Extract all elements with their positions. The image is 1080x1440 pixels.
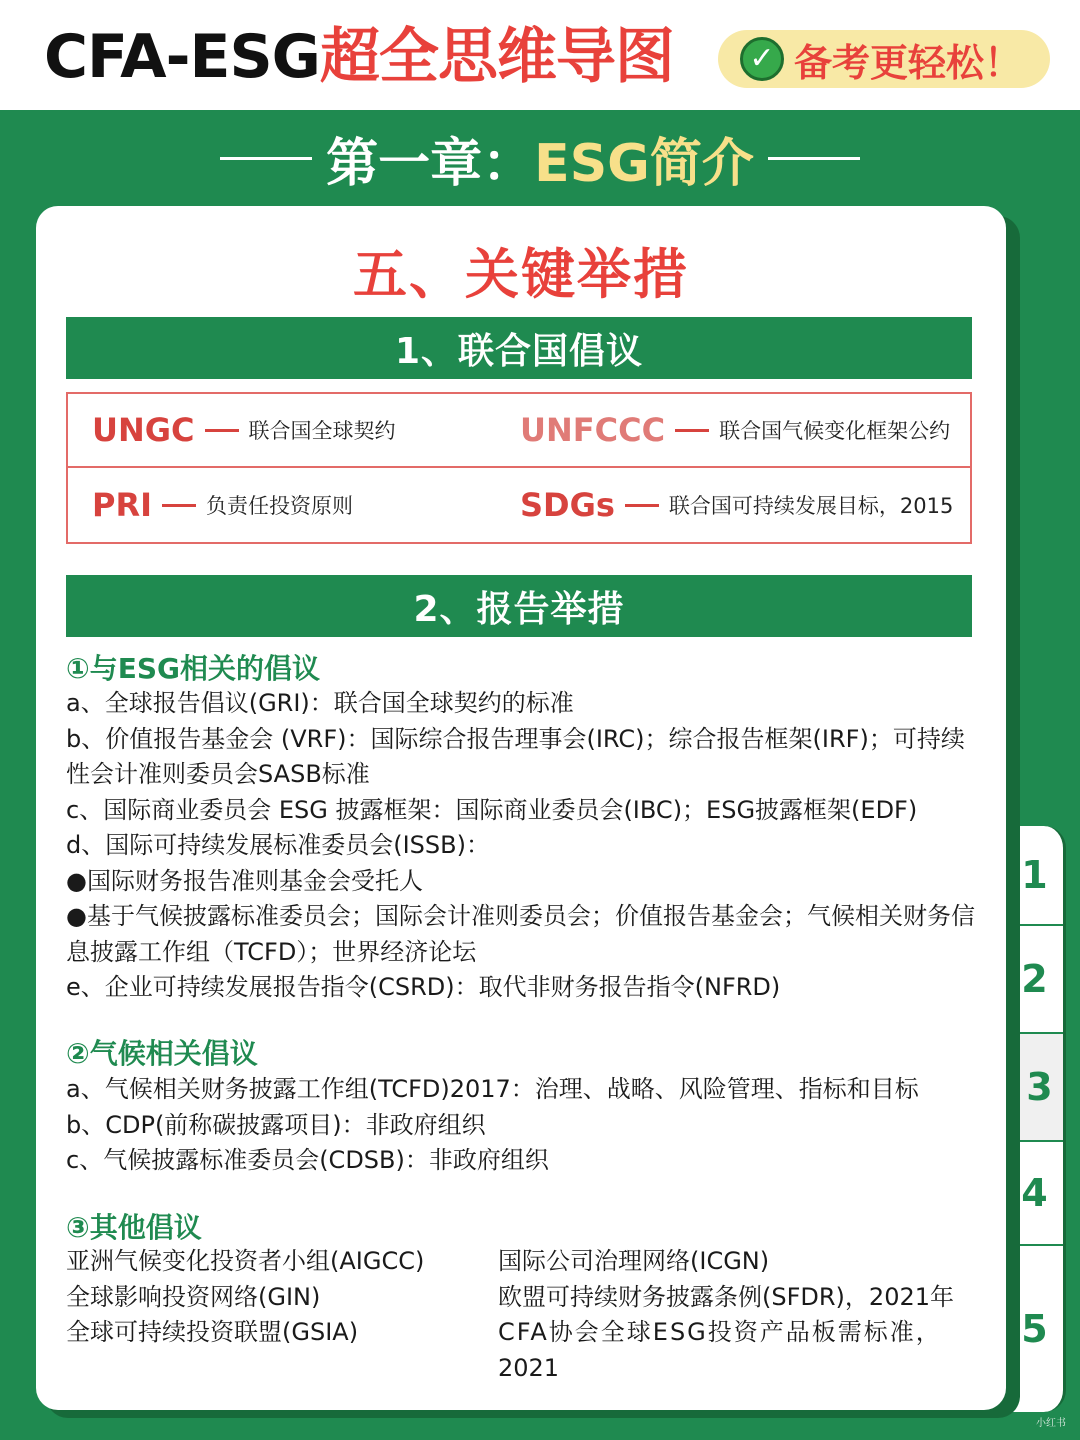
list-item: a、全球报告倡议(GRI)：联合国全球契约的标准 <box>66 689 574 717</box>
full-name: 联合国气候变化框架公约 <box>719 419 951 443</box>
header <box>0 0 1080 110</box>
full-name: 联合国全球契约 <box>248 419 396 443</box>
abbr: UNGC <box>92 411 195 449</box>
tab-3[interactable]: 3 <box>1006 1034 1063 1142</box>
section1-bar: 1、联合国倡议 <box>66 317 972 379</box>
chapter-heading <box>0 122 1080 194</box>
list-item: 2021 <box>498 1353 560 1382</box>
un-initiatives-table <box>66 392 972 544</box>
list-item: d、国际可持续发展标准委员会(ISSB)： <box>66 831 490 859</box>
tab-2[interactable]: 2 <box>1006 926 1063 1034</box>
subsection3-left-column <box>66 1244 424 1351</box>
list-item: 亚洲气候变化投资者小组(AIGCC) <box>66 1247 425 1275</box>
title-red-part: 超全思维导图 <box>319 22 674 92</box>
tab-5[interactable]: 5 <box>1021 1307 1048 1351</box>
full-name: 联合国可持续发展目标，2015 <box>668 494 954 518</box>
table-row <box>68 468 970 542</box>
tagline-badge <box>718 30 1050 88</box>
subsection2-body <box>66 1072 976 1179</box>
abbr: PRI <box>92 486 152 524</box>
un-item-sdgs <box>520 486 953 524</box>
list-item: ●基于气候披露标准委员会；国际会计准则委员会；价值报告基金会；气候相关财务信息披露工作组（TCFD）；世界经济论坛 <box>66 902 975 966</box>
subsection1-body <box>66 686 976 1006</box>
chapter-line-right <box>768 157 860 160</box>
list-item: CFA协会全球ESG投资产品板需标准， <box>498 1318 942 1346</box>
content-card <box>36 206 1006 1410</box>
tab-4[interactable]: 4 <box>1006 1142 1063 1246</box>
dash <box>625 504 659 507</box>
watermark: 小红书 <box>1036 1418 1066 1429</box>
list-item: 国际公司治理网络(ICGN) <box>498 1247 770 1275</box>
list-item: ●国际财务报告准则基金会受托人 <box>66 866 423 895</box>
table-row <box>68 394 970 468</box>
dash <box>675 429 709 432</box>
check-icon: ✓ <box>740 37 784 81</box>
subsection2-title: ②气候相关倡议 <box>66 1037 258 1070</box>
tab-1[interactable]: 1 <box>1006 826 1063 926</box>
subsection3-title: ③其他倡议 <box>66 1211 202 1244</box>
tagline-text: 备考更轻松！ <box>794 40 1023 85</box>
subsection3-right-column <box>498 1244 978 1386</box>
title-black-part: CFA-ESG <box>44 22 320 92</box>
list-item: 欧盟可持续财务披露条例(SFDR)，2021年 <box>498 1282 954 1311</box>
list-item: b、价值报告基金会 (VRF)：国际综合报告理事会(IRC)；综合报告框架(IRF)；可持续性会计准则委员会SASB标准 <box>66 724 965 788</box>
list-item: e、企业可持续发展报告指令(CSRD)：取代非财务报告指令(NFRD) <box>66 973 781 1001</box>
full-name: 负责任投资原则 <box>206 494 353 518</box>
list-item: a、气候相关财务披露工作组(TCFD)2017：治理、战略、风险管理、指标和目标 <box>66 1075 919 1103</box>
dash <box>205 429 239 432</box>
un-item-unfccc <box>520 411 950 449</box>
chapter-label: 第一章： <box>326 133 535 194</box>
section2-bar: 2、报告举措 <box>66 575 972 637</box>
list-item: b、CDP(前称碳披露项目)：非政府组织 <box>66 1110 486 1139</box>
list-item: 全球影响投资网络(GIN) <box>66 1282 321 1311</box>
chapter-line-left <box>220 157 312 160</box>
un-item-pri <box>92 486 353 524</box>
list-item: c、气候披露标准委员会(CDSB)：非政府组织 <box>66 1146 549 1174</box>
chapter-name: ESG简介 <box>534 133 754 194</box>
abbr: SDGs <box>520 486 615 524</box>
dash <box>162 504 196 507</box>
un-item-ungc <box>92 411 396 449</box>
subsection1-title: ①与ESG相关的倡议 <box>66 652 320 685</box>
page-title <box>44 22 674 92</box>
list-item: 全球可持续投资联盟(GSIA) <box>66 1318 359 1346</box>
abbr: UNFCCC <box>520 411 666 449</box>
card-title: 五、关键举措 <box>353 243 689 306</box>
list-item: c、国际商业委员会 ESG 披露框架：国际商业委员会(IBC)；ESG披露框架(EDF) <box>66 795 918 824</box>
